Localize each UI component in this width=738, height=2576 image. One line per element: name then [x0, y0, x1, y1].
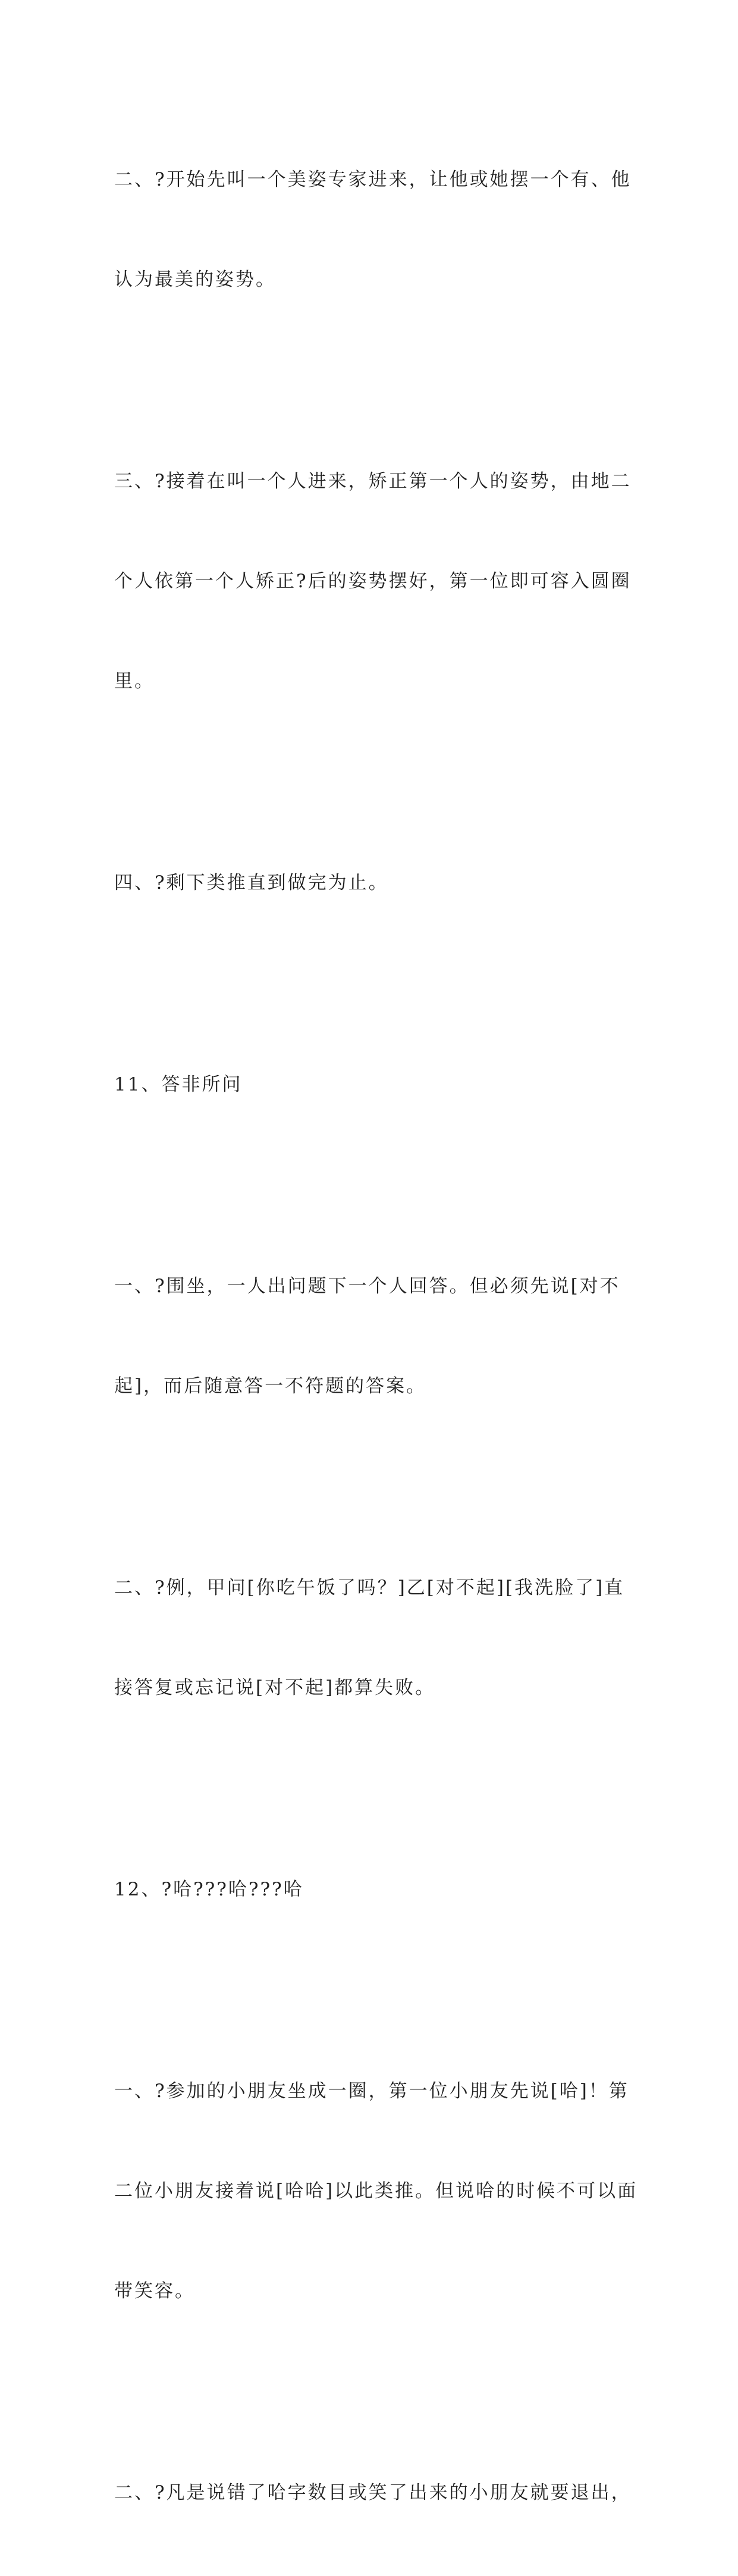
- text-line: 接答复或忘记说[对不起]都算失败。: [114, 1677, 436, 1698]
- text-line: 一、?围坐，一人出问题下一个人回答。但必须先说[对不: [114, 1276, 620, 1297]
- text-line: 一、?参加的小朋友坐成一圈，第一位小朋友先说[哈]！第: [114, 2080, 629, 2102]
- paragraph-spacer: [114, 764, 626, 800]
- section-heading: [114, 1001, 626, 1168]
- text-line: 认为最美的姿势。: [114, 269, 276, 290]
- paragraph-spacer: [114, 363, 626, 398]
- text-line: 三、?接着在叫一个人进来，矫正第一个人的姿势，由地二: [114, 471, 632, 492]
- text-line: 四、?剩下类推直到做完为止。: [114, 872, 389, 894]
- paragraph-spacer: [114, 1469, 626, 1505]
- paragraph-spacer: [114, 1168, 626, 1203]
- paragraph: [114, 800, 626, 966]
- paragraph: [114, 2008, 638, 2374]
- text-line: 个人依第一个人矫正?后的姿势摆好，第一位即可容入圆圈: [114, 571, 632, 592]
- text-line: 11、答非所问: [114, 1074, 243, 1095]
- paragraph: [114, 398, 632, 764]
- paragraph: [114, 1505, 626, 1771]
- document-body: [114, 96, 638, 2576]
- text-line: 带笑容。: [114, 2280, 195, 2302]
- text-line: 二、?例，甲问[你吃午饭了吗？]乙[对不起][我洗脸了]直: [114, 1577, 625, 1599]
- paragraph-spacer: [114, 966, 626, 1001]
- text-line: 二、?凡是说错了哈字数目或笑了出来的小朋友就要退出，: [114, 2482, 632, 2503]
- paragraph-spacer: [114, 1973, 626, 2008]
- text-line: 二位小朋友接着说[哈哈]以此类推。但说哈的时候不可以面: [114, 2180, 638, 2202]
- paragraph-spacer: [114, 1771, 626, 1806]
- paragraph: [114, 2409, 632, 2576]
- paragraph: [114, 96, 632, 363]
- section-heading: [114, 1806, 626, 1973]
- text-line: 起]，而后随意答一不符题的答案。: [114, 1375, 427, 1397]
- paragraph-spacer: [114, 2374, 626, 2409]
- text-line: 里。: [114, 670, 155, 692]
- paragraph: [114, 1203, 626, 1469]
- text-line: 二、?开始先叫一个美姿专家进来，让他或她摆一个有、他: [114, 169, 632, 190]
- text-line: 12、?哈???哈???哈: [114, 1879, 304, 1900]
